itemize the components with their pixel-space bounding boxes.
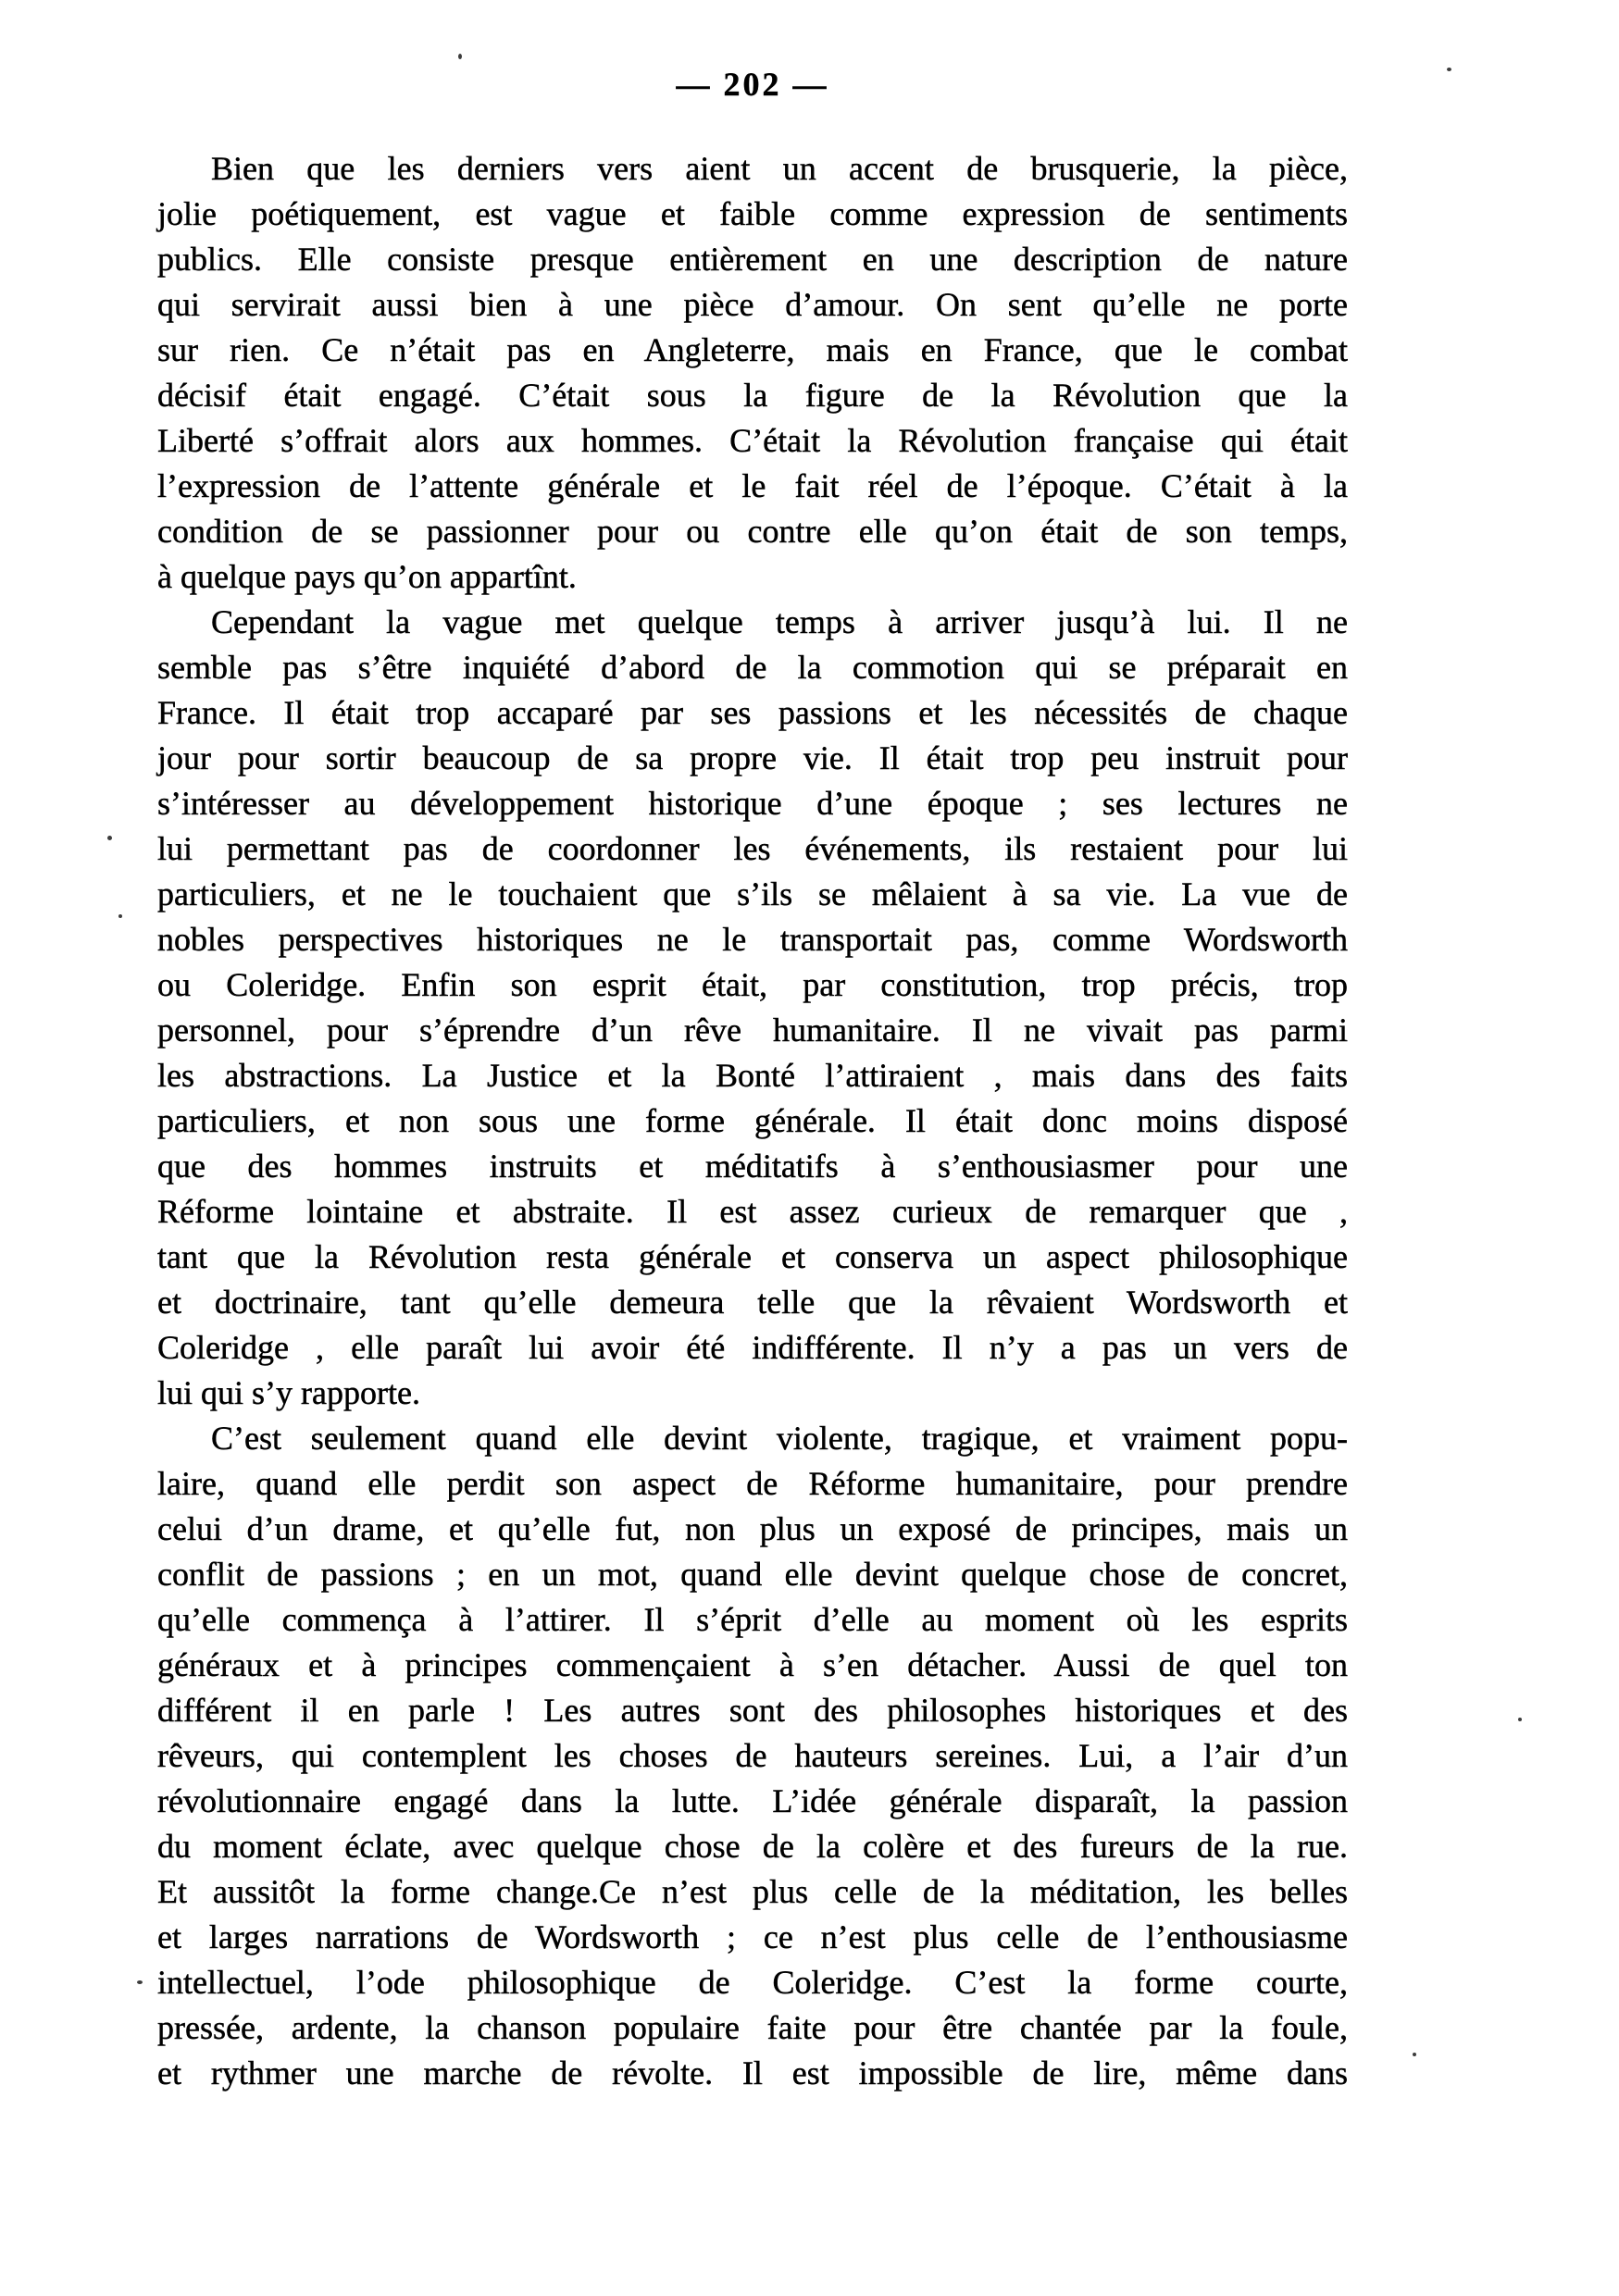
text-line-content: qui servirait aussi bien à une pièce d’amour. On sent qu’elle ne porte [157,286,1348,323]
text-line [157,872,1348,917]
paragraph [157,1416,1348,2096]
text-line [157,826,1348,872]
text-line [157,1688,1348,1733]
scan-speck [1518,1718,1522,1721]
text-line-content: Réforme lointaine et abstraite. Il est assez curieux de remarquer que , [157,1193,1348,1230]
text-line [157,600,1348,645]
text-line-content: lui qui s’y rapporte. [157,1374,420,1411]
paragraph [157,600,1348,1416]
text-line-content: personnel, pour s’éprendre d’un rêve humanitaire. Il ne vivait pas parmi [157,1011,1348,1049]
text-line [157,1507,1348,1552]
text-line [157,1416,1348,1461]
text-line-content: conflit de passions ; en un mot, quand elle devint quelque chose de concret, [157,1556,1348,1593]
text-line [157,1960,1348,2005]
text-line-content: Bien que les derniers vers aient un accent de brusquerie, la pièce, [211,150,1348,187]
text-line-content: pressée, ardente, la chanson populaire faite pour être chantée par la foule, [157,2009,1348,2046]
text-line-content: celui d’un drame, et qu’elle fut, non plus un exposé de principes, mais un [157,1510,1348,1547]
text-line-content: et larges narrations de Wordsworth ; ce n’est plus celle de l’enthousiasme [157,1918,1348,1955]
text-line-content: généraux et à principes commençaient à s’en détacher. Aussi de quel ton [157,1646,1348,1683]
text-line-content: l’expression de l’attente générale et le fait réel de l’époque. C’était à la [157,467,1348,504]
text-line [157,2005,1348,2051]
text-line-content: s’intéresser au développement historique d’une époque ; ses lectures ne [157,785,1348,822]
text-line [157,1098,1348,1144]
text-line [157,1824,1348,1869]
text-line-content: jour pour sortir beaucoup de sa propre vie. Il était trop peu instruit pour [157,739,1348,776]
text-line-content: ou Coleridge. Enfin son esprit était, par constitution, trop précis, trop [157,966,1348,1003]
text-line-content: qu’elle commença à l’attirer. Il s’éprit d’elle au moment où les esprits [157,1601,1348,1638]
text-line [157,1280,1348,1325]
text-line [157,645,1348,690]
text-line [157,509,1348,554]
text-line-content: et rythmer une marche de révolte. Il est impossible de lire, même dans [157,2054,1348,2091]
text-line-content: les abstractions. La Justice et la Bonté l’attiraient , mais dans des faits [157,1057,1348,1094]
text-line-content: Coleridge , elle paraît lui avoir été indifférente. Il n’y a pas un vers de [157,1329,1348,1366]
text-line [157,1008,1348,1053]
text-line-content: révolutionnaire engagé dans la lutte. L’idée générale disparaît, la passion [157,1782,1348,1819]
text-line-content: du moment éclate, avec quelque chose de la colère et des fureurs de la rue. [157,1828,1348,1865]
text-line [157,1189,1348,1235]
text-line-content: Liberté s’offrait alors aux hommes. C’était la Révolution française qui était [157,422,1348,459]
scan-speck [137,1980,143,1984]
text-line-content: et doctrinaire, tant qu’elle demeura telle que la rêvaient Wordsworth et [157,1284,1348,1321]
text-line [157,282,1348,328]
text-line [157,418,1348,464]
text-line [157,1597,1348,1643]
text-line [157,1779,1348,1824]
text-line [157,1643,1348,1688]
scan-speck [1413,2053,1416,2056]
text-line [157,690,1348,736]
text-line [157,1733,1348,1779]
text-line-content: tant que la Révolution resta générale et conserva un aspect philosophique [157,1238,1348,1275]
text-line [157,328,1348,373]
text-line-content: nobles perspectives historiques ne le transportait pas, comme Wordsworth [157,921,1348,958]
text-line [157,146,1348,192]
scan-speck [107,836,112,840]
text-line-content: Cependant la vague met quelque temps à arriver jusqu’à lui. Il ne [211,603,1348,640]
text-line [157,1053,1348,1098]
text-line [157,1552,1348,1597]
text-line-content: que des hommes instruits et méditatifs à s’enthousiasmer pour une [157,1148,1348,1185]
text-line [157,1915,1348,1960]
text-line [157,736,1348,781]
text-line-content: sur rien. Ce n’était pas en Angleterre, mais en France, que le combat [157,331,1348,368]
scan-speck [1447,68,1451,71]
text-line-content: particuliers, et non sous une forme générale. Il était donc moins disposé [157,1102,1348,1139]
text-line [157,917,1348,962]
page-number: — 202 — [676,66,829,103]
text-line-content: décisif était engagé. C’était sous la figure de la Révolution que la [157,377,1348,414]
text-line [157,1144,1348,1189]
text-line [157,192,1348,237]
scan-speck [118,914,122,918]
text-line-content: laire, quand elle perdit son aspect de Réforme humanitaire, pour prendre [157,1465,1348,1502]
text-line [157,2051,1348,2096]
text-line [157,237,1348,282]
text-line-content: rêveurs, qui contemplent les choses de hauteurs sereines. Lui, a l’air d’un [157,1737,1348,1774]
text-line-content: semble pas s’être inquiété d’abord de la commotion qui se préparait en [157,649,1348,686]
text-line-content: jolie poétiquement, est vague et faible comme expression de sentiments [157,195,1348,232]
text-line [157,373,1348,418]
text-line-content: à quelque pays qu’on appartînt. [157,558,577,595]
text-line-content: Et aussitôt la forme change.Ce n’est plus celle de la méditation, les belles [157,1873,1348,1910]
text-line [157,1869,1348,1915]
text-line [157,1371,1348,1416]
page-body [157,146,1348,2096]
paragraph [157,146,1348,600]
text-line-content: condition de se passionner pour ou contre elle qu’on était de son temps, [157,513,1348,550]
text-line-content: France. Il était trop accaparé par ses passions et les nécessités de chaque [157,694,1348,731]
text-line-content: lui permettant pas de coordonner les événements, ils restaient pour lui [157,830,1348,867]
text-line-content: publics. Elle consiste presque entièrement en une description de nature [157,241,1348,278]
text-line [157,464,1348,509]
text-line-content: intellectuel, l’ode philosophique de Coleridge. C’est la forme courte, [157,1964,1348,2001]
text-line [157,554,1348,600]
text-line-content: C’est seulement quand elle devint violente, tragique, et vraiment popu- [211,1420,1348,1457]
scan-speck [458,54,462,59]
text-line [157,962,1348,1008]
text-line [157,1325,1348,1371]
text-line [157,781,1348,826]
text-line [157,1461,1348,1507]
text-line-content: particuliers, et ne le touchaient que s’ils se mêlaient à sa vie. La vue de [157,875,1348,912]
text-line-content: différent il en parle ! Les autres sont des philosophes historiques et des [157,1692,1348,1729]
text-line [157,1235,1348,1280]
